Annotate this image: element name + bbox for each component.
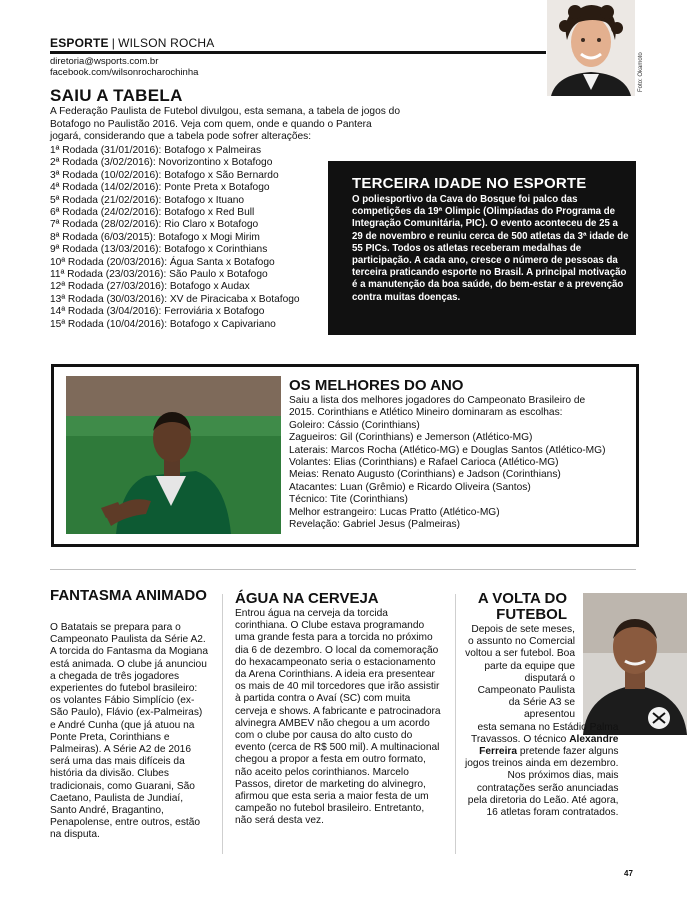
header-separator: | (111, 36, 116, 50)
photo-credit: Foto: Okamoto (638, 52, 644, 92)
column-divider (455, 594, 456, 854)
melhores-line: Volantes: Elias (Corinthians) e Rafael Carioca (Atlético-MG) (289, 457, 559, 469)
volta-do-futebol-title: A VOLTA DO FUTEBOL (477, 590, 567, 623)
melhores-do-ano-text (289, 395, 629, 531)
fixture-item: 4ª Rodada (14/02/2016): Ponte Preta x Botafogo (50, 182, 270, 194)
volta-do-futebol-body (465, 624, 618, 819)
melhores-line: Laterais: Marcos Rocha (Atlético-MG) e Douglas Santos (Atlético-MG) (289, 444, 606, 456)
fixture-item: 11ª Rodada (23/03/2016): São Paulo x Botafogo (50, 269, 268, 281)
fixture-item: 3ª Rodada (10/02/2016): Botafogo x São Bernardo (50, 169, 279, 181)
volta-body-line (465, 746, 618, 758)
fixture-list (50, 145, 300, 331)
volta-body-line: Nos próximos dias, mais (507, 770, 619, 782)
volta-body-line: pela diretoria do Leão. Até agora, (467, 794, 619, 806)
author-contact (50, 56, 198, 78)
volta-body-line (465, 734, 618, 746)
melhores-line: Meias: Renato Augusto (Corinthians) e Jadson (Corinthians) (289, 469, 561, 481)
coach-first-name: Alexandre (569, 733, 619, 745)
fantasma-animado-title: FANTASMA ANIMADO (50, 587, 207, 604)
saiu-a-tabela-title: SAIU A TABELA (50, 86, 183, 105)
saiu-a-tabela-intro: A Federação Paulista de Futebol divulgou, esta semana, a tabela de jogos do Botafogo no Paulistão 2016. Veja com quem, onde e quando o Pantera jogará, considerando que a tabela pode sofrer alterações: (50, 106, 401, 142)
author-name: WILSON ROCHA (118, 36, 215, 50)
fixture-item: 1ª Rodada (31/01/2016): Botafogo x Palmeiras (50, 145, 262, 156)
page-number: 47 (624, 869, 633, 878)
author-photo (547, 0, 635, 96)
melhores-line: Revelação: Gabriel Jesus (Palmeiras) (289, 519, 460, 531)
melhores-line: 2015. Corinthians e Atlético Mineiro dominaram as escolhas: (289, 407, 563, 419)
section-divider (50, 569, 636, 570)
terceira-idade-box (328, 161, 636, 335)
volta-body-line: 16 atletas foram contratados. (486, 807, 619, 819)
author-facebook[interactable]: facebook.com/wilsonrocharochinha (50, 67, 199, 78)
melhores-line: Melhor estrangeiro: Lucas Pratto (Atlético-MG) (289, 506, 500, 518)
column-header (50, 36, 215, 50)
volta-body-text: pretende fazer alguns (519, 746, 619, 758)
column-divider (222, 594, 223, 854)
agua-na-cerveja-body: Entrou água na cerveja da torcida corinthiana. O Clube estava programando uma grande festa para a torcida no próximo dia 6 de dezembro. O local da comemoração do hexacampeonato seria o estacionamento da Arena Corinthians. A ideia era presentear os mais de 40 mil torcedores que irão assistir à partida contra o Avaí (SC) com muita cerveja e shows. A fabricante e patrocinadora alvinegra AMBEV não chegou a um acordo com o clube por causa do alto custo do evento (cerca de R$ 500 mil). A multinacional chegou a propor a festa em outro formato, não aceito pelos corinthianos. Marcelo Passos, diretor de marketing do alvinegro, afirmou que esta seria a maior festa de um campeão no futebol brasileiro. Entretanto, não será desta vez. (235, 608, 441, 827)
melhores-line: Saiu a lista dos melhores jogadores do Campeonato Brasileiro de (289, 395, 586, 406)
gabriel-jesus-photo (66, 376, 281, 534)
melhores-line: Goleiro: Cássio (Corinthians) (289, 419, 420, 431)
fixture-item: 9ª Rodada (13/03/2016): Botafogo x Corinthians (50, 244, 268, 256)
author-portrait-image (547, 0, 635, 96)
fixture-item: 10ª Rodada (20/03/2016): Água Santa x Botafogo (50, 256, 275, 268)
fantasma-animado-body: O Batatais se prepara para o Campeonato Paulista da Série A2. A torcida do Fantasma da Mogiana está animada. O clube já anunciou a chegada de três jogadores experientes do futebol brasileiro: os volantes Fábio Simplício (ex-São Paulo), Flávio (ex-Palmeiras) e André Cunha (que já atuou na Ponte Preta, Corinthians e Palmeiras). A Série A2 de 2016 será uma das mais difíceis da história da divisão. Clubes tradicionais, como Guarani, São Caetano, Paulista de Jundiaí, Santo André, Bragantino, Penapolense, entre outros, estão na disputa. (50, 622, 209, 841)
fixture-item: 8ª Rodada (6/03/2015): Botafogo x Mogi Mirim (50, 231, 260, 243)
melhores-do-ano-box (51, 364, 639, 547)
melhores-line: Zagueiros: Gil (Corinthians) e Jemerson (Atlético-MG) (289, 432, 533, 444)
author-email[interactable]: diretoria@wsports.com.br (50, 56, 159, 67)
fixture-item: 7ª Rodada (28/02/2016): Rio Claro x Botafogo (50, 219, 259, 231)
fixture-item: 13ª Rodada (30/03/2016): XV de Piracicaba x Botafogo (50, 293, 300, 305)
melhores-do-ano-title: OS MELHORES DO ANO (289, 377, 464, 394)
section-name: ESPORTE (50, 36, 109, 50)
agua-na-cerveja-title: ÁGUA NA CERVEJA (235, 590, 379, 607)
fixture-item: 12ª Rodada (27/03/2016): Botafogo x Audax (50, 281, 250, 293)
volta-body-line: esta semana no Estádio Palma (477, 721, 619, 733)
volta-body-narrow: Depois de sete meses, o assunto no Comercial voltou a ser futebol. Boa parte da equipe que disputará o Campeonato Paulista da Série A3 se apresentou (465, 624, 575, 721)
volta-body-line: contratações serão anunciadas (476, 782, 619, 794)
football-player-image (66, 376, 281, 534)
coach-surname: Ferreira (479, 746, 518, 758)
fixture-item: 15ª Rodada (10/04/2016): Botafogo x Capivariano (50, 318, 276, 330)
fixture-item: 5ª Rodada (21/02/2016): Botafogo x Ituano (50, 194, 245, 206)
fixture-item: 2ª Rodada (3/02/2016): Novorizontino x Botafogo (50, 157, 273, 169)
fixture-item: 14ª Rodada (3/04/2016): Ferroviária x Botafogo (50, 306, 265, 318)
melhores-line: Atacantes: Luan (Grêmio) e Ricardo Oliveira (Santos) (289, 481, 531, 493)
header-rule (50, 51, 546, 54)
melhores-line: Técnico: Tite (Corinthians) (289, 494, 408, 506)
volta-body-text: Travassos. O técnico (471, 733, 567, 745)
terceira-idade-body: O poliesportivo da Cava do Bosque foi palco das competições da 19ª Olimpic (Olimpíadas do Programa de Integração Comunitária, PIC). O evento aconteceu de 25 a 29 de novembro e reuniu cerca de 500 atletas da 3ª idade de 55 PICs. Todos os atletas receberam medalhas de participação. A cada ano, cresce o número de pessoas da terceira praticando esporte no Brasil. A principal motivação é a manutenção da boa saúde, do bem-estar e a prevenção contra muitas doenças. (352, 194, 629, 303)
terceira-idade-title: TERCEIRA IDADE NO ESPORTE (352, 175, 587, 192)
volta-body-line: jogos treinos ainda em dezembro. (465, 758, 619, 770)
fixture-item: 6ª Rodada (24/02/2016): Botafogo x Red Bull (50, 207, 255, 219)
